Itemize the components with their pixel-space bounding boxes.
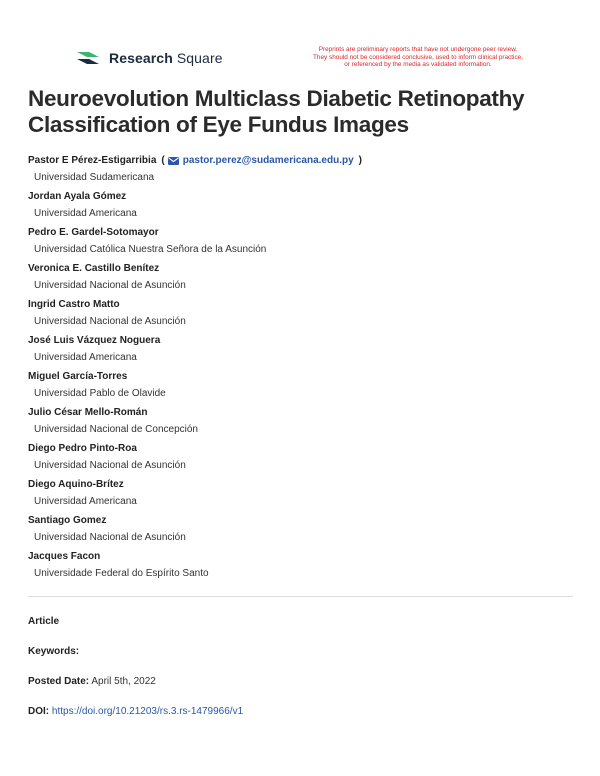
- doi-label: DOI:: [28, 706, 50, 717]
- article-type: [28, 615, 59, 628]
- author-affiliation: Universidad Nacional de Asunción: [34, 532, 186, 543]
- author-name: Jacques Facon: [28, 551, 101, 562]
- author-name: Diego Aquino-Brítez: [28, 479, 124, 490]
- research-square-logo[interactable]: [75, 48, 223, 68]
- author-name: Santiago Gomez: [28, 515, 107, 526]
- author-list: [28, 154, 588, 586]
- author-entry: [28, 370, 588, 406]
- paper-title-line2: Classification of Eye Fundus Images: [28, 112, 409, 137]
- author-name-row: [28, 154, 588, 167]
- paper-title-line1: Neuroevolution Multiclass Diabetic Retinopathy: [28, 86, 525, 111]
- author-name: Pastor E Pérez-Estigarribia: [28, 155, 157, 166]
- section-divider: [28, 596, 573, 597]
- doi-link[interactable]: https://doi.org/10.21203/rs.3.rs-1479966/v1: [51, 706, 244, 717]
- author-entry: [28, 226, 588, 262]
- author-affiliation: Universidad Nacional de Asunción: [34, 316, 186, 327]
- posted-date-value: April 5th, 2022: [91, 676, 156, 687]
- author-affiliation: Universidad Pablo de Olavide: [34, 388, 166, 399]
- author-entry: [28, 406, 588, 442]
- author-name: Ingrid Castro Matto: [28, 299, 120, 310]
- author-name: Miguel García-Torres: [28, 371, 128, 382]
- preprint-notice-line: They should not be considered conclusive, used to inform clinical practice,: [313, 53, 523, 61]
- keywords-label: Keywords:: [28, 646, 80, 657]
- author-entry: [28, 262, 588, 298]
- paper-title: [28, 86, 588, 138]
- author-entry: [28, 442, 588, 478]
- author-affiliation: Universidad Nacional de Asunción: [34, 460, 186, 471]
- author-name: Julio César Mello-Román: [28, 407, 148, 418]
- author-entry: [28, 154, 588, 190]
- page-header: [0, 0, 600, 80]
- logo-text: [109, 50, 223, 66]
- research-square-logo-icon: [75, 48, 101, 68]
- posted-date-row: [28, 675, 156, 688]
- author-affiliation: Universidad Sudamericana: [34, 172, 155, 183]
- posted-date-label: Posted Date:: [28, 676, 90, 687]
- author-affiliation: Universidad Americana: [34, 208, 137, 219]
- author-affiliation: Universidad Americana: [34, 352, 137, 363]
- author-affiliation: Universidad Nacional de Concepción: [34, 424, 198, 435]
- author-email-link[interactable]: pastor.perez@sudamericana.edu.py: [182, 155, 354, 166]
- email-paren-open: (: [161, 155, 165, 166]
- author-affiliation: Universidad Americana: [34, 496, 137, 507]
- author-affiliation: Universidad Católica Nuestra Señora de la Asunción: [34, 244, 267, 255]
- keywords-row: [28, 645, 79, 658]
- article-type-label: Article: [28, 616, 60, 627]
- author-name: José Luis Vázquez Noguera: [28, 335, 161, 346]
- author-affiliation: Universidad Nacional de Asunción: [34, 280, 186, 291]
- email-paren-close: ): [358, 155, 363, 166]
- author-name: Pedro E. Gardel-Sotomayor: [28, 227, 159, 238]
- logo-word-square: Square: [176, 50, 223, 66]
- author-entry: [28, 514, 588, 550]
- preprint-notice-line: or referenced by the media as validated information.: [344, 61, 492, 69]
- author-entry: [28, 334, 588, 370]
- logo-word-research: Research: [109, 50, 173, 66]
- author-name: Diego Pedro Pinto-Roa: [28, 443, 137, 454]
- author-name: Jordan Ayala Gómez: [28, 191, 127, 202]
- author-entry: [28, 298, 588, 334]
- preprint-notice-line: Preprints are preliminary reports that have not undergone peer review.: [318, 46, 518, 53]
- author-entry: [28, 190, 588, 226]
- author-entry: [28, 550, 588, 586]
- author-entry: [28, 478, 588, 514]
- doi-row: [28, 705, 243, 718]
- author-affiliation: Universidade Federal do Espírito Santo: [34, 568, 209, 579]
- mail-icon: [168, 157, 179, 165]
- preprint-notice: [268, 46, 568, 69]
- author-name: Veronica E. Castillo Benítez: [28, 263, 160, 274]
